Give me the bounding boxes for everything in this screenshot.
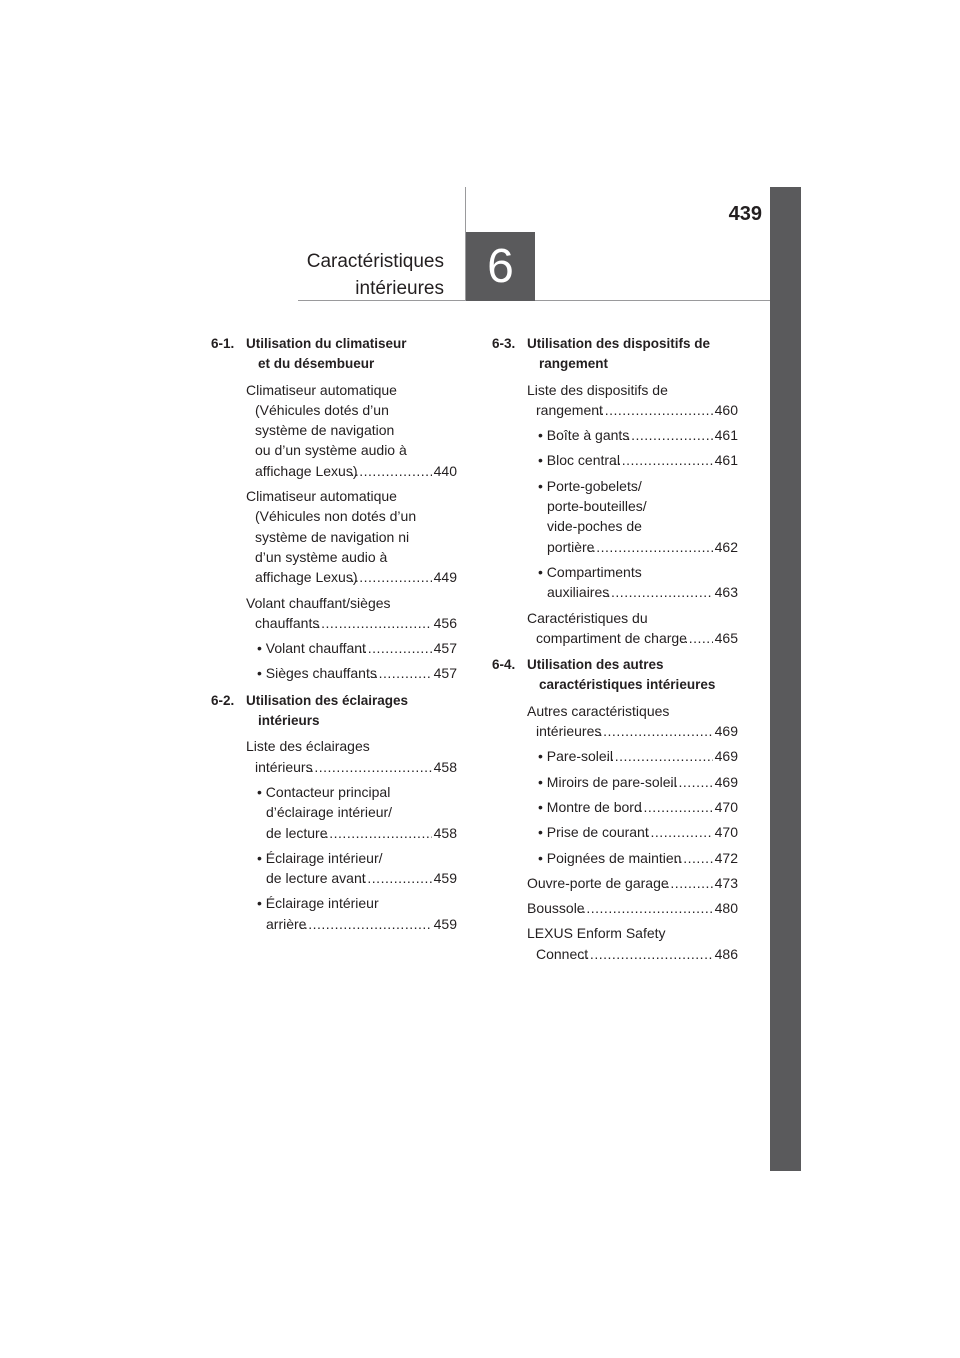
toc-entry-text: • Boîte à gants ..... <box>538 425 713 445</box>
toc-entry-page: 469 <box>713 721 738 741</box>
toc-entry-text: Climatiseur automatique (Véhicules dotés d’un système de navigation ou d’un système audio à affichage Lexus) ..... <box>246 380 432 481</box>
toc-entry[interactable] <box>538 797 738 817</box>
toc-entry-text: • Compartiments auxiliaires ..... <box>538 562 713 603</box>
section-number: 6-1. <box>211 336 235 351</box>
section-title: Utilisation des éclairages intérieurs <box>246 692 409 729</box>
toc-entry-text: • Bloc central ..... <box>538 450 713 470</box>
toc-section-heading <box>211 334 457 375</box>
toc-entry[interactable] <box>527 701 738 742</box>
toc-entry-page: 457 <box>432 663 457 683</box>
chapter-title <box>250 248 444 302</box>
toc-entry-page: 458 <box>432 757 457 777</box>
toc-entry[interactable] <box>257 782 457 843</box>
toc-entry[interactable] <box>246 486 457 587</box>
toc-entry-page: 461 <box>713 450 738 470</box>
toc-entry-text: Caractéristiques du compartiment de charge ..... <box>527 608 713 649</box>
section-title: Utilisation du climatiseur et du désembueur <box>246 336 407 372</box>
toc-entry-text: • Éclairage intérieur arrière ..... <box>257 893 432 934</box>
toc-right-column <box>492 334 738 971</box>
toc-entry-page: 470 <box>713 797 738 817</box>
toc-entry-text: Boussole ..... <box>527 898 713 918</box>
toc-entry-text: • Volant chauffant ..... <box>257 638 432 658</box>
toc-entry-page: 460 <box>713 400 738 420</box>
toc-entry-text: • Montre de bord ..... <box>538 797 713 817</box>
toc-entry-text: LEXUS Enform Safety Connect ..... <box>527 923 713 964</box>
toc-entry[interactable] <box>538 848 738 868</box>
toc-entry-text: • Éclairage intérieur/ de lecture avant ..... <box>257 848 432 889</box>
section-number: 6-4. <box>492 657 516 673</box>
section-title: Utilisation des autres caractéristiques intérieures <box>527 657 716 693</box>
toc-entry-page: 473 <box>713 873 738 893</box>
chapter-title-line1: Caractéristiques <box>306 251 444 272</box>
toc-entry[interactable] <box>527 608 738 649</box>
toc-entry-page: 463 <box>713 582 738 602</box>
toc-entry[interactable] <box>527 923 738 964</box>
toc-entry[interactable] <box>257 893 457 934</box>
toc-entry-page: 480 <box>713 898 738 918</box>
toc-entry-text: • Contacteur principal d’éclairage intérieur/ de lecture ..... <box>257 782 432 843</box>
toc-entry-text: • Poignées de maintien ..... <box>538 848 713 868</box>
toc-left-column <box>211 334 457 941</box>
chapter-title-line2: intérieures <box>355 278 444 299</box>
toc-entry[interactable] <box>527 380 738 421</box>
toc-entry-text: • Miroirs de pare-soleil ..... <box>538 772 713 792</box>
toc-entry[interactable] <box>538 476 738 557</box>
toc-entry-page: 472 <box>713 848 738 868</box>
toc-entry[interactable] <box>246 593 457 634</box>
toc-entry[interactable] <box>538 772 738 792</box>
toc-entry[interactable] <box>257 848 457 889</box>
toc-entry-page: 486 <box>713 944 738 964</box>
toc-entry[interactable] <box>246 736 457 777</box>
toc-section-heading <box>492 655 738 696</box>
toc-entry-text: Liste des dispositifs de rangement ..... <box>527 380 713 421</box>
chapter-tab-bar <box>770 187 801 1171</box>
toc-entry[interactable] <box>538 746 738 766</box>
toc-entry-text: • Prise de courant ..... <box>538 822 713 842</box>
section-number: 6-3. <box>492 336 516 351</box>
toc-entry-page: 459 <box>432 914 457 934</box>
toc-entry-text: Volant chauffant/sièges chauffants ..... <box>246 593 432 634</box>
toc-entry[interactable] <box>538 562 738 603</box>
toc-entry-page: 449 <box>432 567 457 587</box>
toc-entry[interactable] <box>257 663 457 683</box>
toc-entry[interactable] <box>257 638 457 658</box>
toc-entry-text: • Sièges chauffants ..... <box>257 663 432 683</box>
toc-entry-page: 469 <box>713 746 738 766</box>
toc-entry-page: 461 <box>713 425 738 445</box>
toc-section-heading <box>492 334 738 375</box>
chapter-number: 6 <box>466 232 535 301</box>
toc-entry-page: 459 <box>432 868 457 888</box>
toc-section-heading <box>211 691 457 732</box>
toc-entry[interactable] <box>527 873 738 893</box>
toc-entry-page: 457 <box>432 638 457 658</box>
toc-entry[interactable] <box>538 450 738 470</box>
section-title: Utilisation des dispositifs de rangement <box>527 336 711 372</box>
toc-entry[interactable] <box>527 898 738 918</box>
toc-entry-text: Ouvre-porte de garage ..... <box>527 873 713 893</box>
toc-entry-page: 462 <box>713 537 738 557</box>
toc-entry-page: 456 <box>432 613 457 633</box>
toc-entry-text: • Pare-soleil ..... <box>538 746 713 766</box>
section-number: 6-2. <box>211 692 235 708</box>
toc-entry[interactable] <box>538 425 738 445</box>
toc-entry[interactable] <box>538 822 738 842</box>
toc-entry-text: Autres caractéristiques intérieures ..... <box>527 701 713 742</box>
toc-entry[interactable] <box>246 380 457 481</box>
toc-entry-page: 440 <box>432 461 457 481</box>
page-number: 439 <box>728 203 762 225</box>
toc-entry-page: 470 <box>713 822 738 842</box>
toc-entry-page: 458 <box>432 823 457 843</box>
toc-entry-text: Climatiseur automatique (Véhicules non dotés d’un système de navigation ni d’un système audio à affichage Lexus) ..... <box>246 486 432 587</box>
toc-entry-page: 469 <box>713 772 738 792</box>
toc-entry-page: 465 <box>713 628 738 648</box>
toc-entry-text: • Porte-gobelets/ porte-bouteilles/ vide-poches de portière ..... <box>538 476 713 557</box>
toc-entry-text: Liste des éclairages intérieurs ..... <box>246 736 432 777</box>
